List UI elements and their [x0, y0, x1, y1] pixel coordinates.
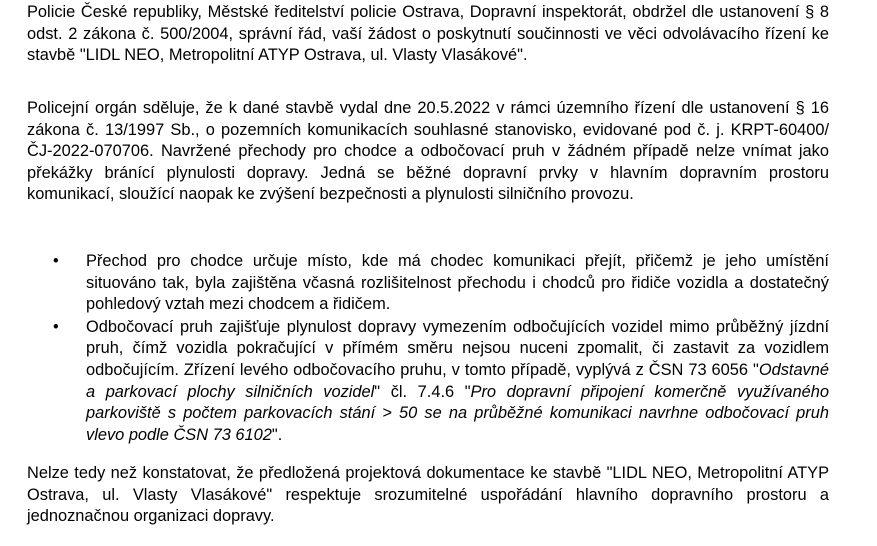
bullet-icon: •	[53, 317, 59, 336]
bullet-text-turn-lane	[86, 318, 829, 444]
paragraph-statement: Policejní orgán sděluje, že k dané stavbě vydal dne 20.5.2022 v rámci územního řízení dle ustanovení § 16 zákona č. 13/1997 Sb., o pozemních komunikacích souhlasné stanovisko, evidované pod č. j. KRPT-60400/ČJ-2022-070706. Navržené přechody pro chodce a odbočovací pruh v žádném případě nelze vnímat jako překážky bránící plynulosti dopravy. Jedná se běžné dopravní prvky v hlavním dopravním prostoru komunikací, sloužící naopak ke zvýšení bezpečnosti a plynulosti silničního provozu.	[27, 99, 829, 204]
list-item	[27, 251, 829, 316]
standard-title-italic: Odstavné a parkovací plochy silničních vozidel	[86, 360, 829, 401]
standard-quote-italic: Pro dopravní připojení komerčně využívaného parkoviště s počtem parkovacích stání > 50 se na průběžné komunikaci navrhne odbočovací pruh vlevo podle ČSN 73 6102	[86, 382, 829, 444]
bullet-list	[27, 251, 829, 446]
paragraph-conclusion: Nelze tedy než konstatovat, že předložená projektová dokumentace ke stavbě "LIDL NEO, Metropolitní ATYP Ostrava, ul. Vlasty Vlasákové" respektuje srozumitelné uspořádání hlavního dopravního prostoru a jednoznačnou organizaci dopravy.	[27, 464, 829, 526]
bullet-text-crossing: Přechod pro chodce určuje místo, kde má chodec komunikaci přejít, přičemž je jeho umístění situováno tak, byla zajištěna včasná rozlišitelnost přechodu i chodců pro řidiče vozidla a dostatečný pohledový vztah mezi chodcem a řidičem.	[86, 252, 829, 314]
turn-lane-text-b: " čl. 7.4.6 "	[374, 382, 471, 401]
list-item	[27, 317, 829, 447]
bullet-icon: •	[53, 252, 59, 270]
turn-lane-text-c: ".	[271, 425, 283, 444]
paragraph-intro: Policie České republiky, Městské ředitelství policie Ostrava, Dopravní inspektorát, obdržel dle ustanovení § 8 odst. 2 zákona č. 500/2004, správní řád, vaší žádost o poskytnutí součinnosti ve věci odvolávacího řízení ke stavbě "LIDL NEO, Metropolitní ATYP Ostrava, ul. Vlasty Vlasákové".	[27, 3, 829, 65]
turn-lane-text-a: Odbočovací pruh zajišťuje plynulost dopravy vymezením odbočujících vozidel mimo průběžný jízdní pruh, čímž vozidla pokračující v přímém směru nejsou nuceni zpomalit, či zastavit za vozidlem odbočujícím. Zřízení levého odbočovacího pruhu, v tomto případě, vyplývá z ČSN 73 6056 "	[86, 317, 829, 379]
